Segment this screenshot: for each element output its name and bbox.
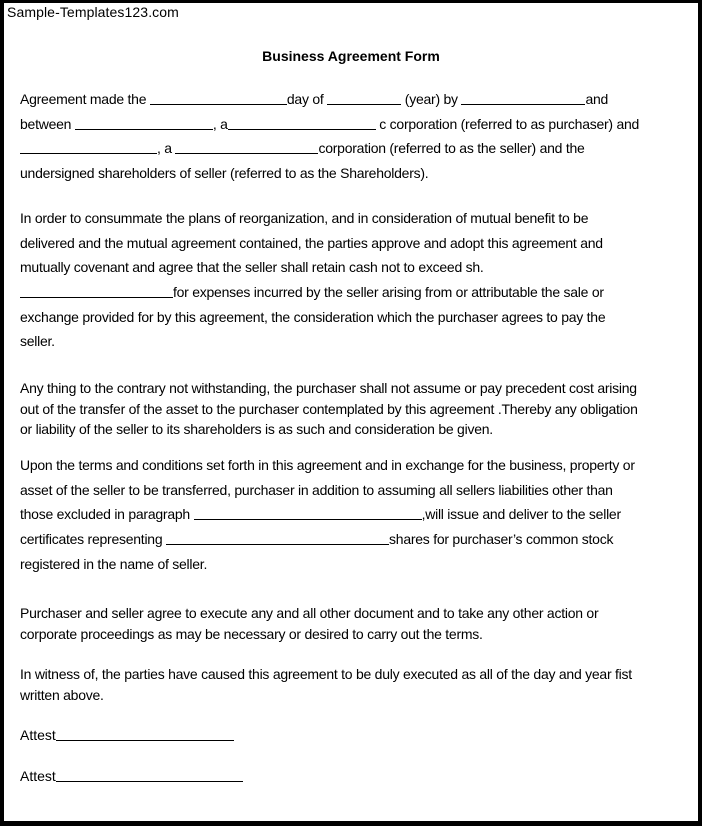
text-line xyxy=(20,502,692,527)
attest-line-1 xyxy=(20,725,234,743)
text-line: mutually covenant and agree that the seller shall retain cash not to exceed sh. xyxy=(20,259,484,276)
text: corporation (referred to as the seller) and the xyxy=(318,140,585,157)
text: (year) by xyxy=(401,91,462,107)
text-line xyxy=(20,87,692,112)
day-blank[interactable] xyxy=(150,90,287,105)
expenses-amount-blank[interactable] xyxy=(20,283,173,298)
text-line: In witness of, the parties have caused this agreement to be duly executed as all of the day and year fist xyxy=(20,666,632,682)
text: , a xyxy=(157,140,176,157)
month-blank[interactable] xyxy=(327,90,401,105)
text: Agreement made the xyxy=(20,91,150,107)
attest-label: Attest xyxy=(20,727,56,743)
paragraph-parties xyxy=(20,87,692,186)
attest-signature-blank[interactable] xyxy=(56,726,234,741)
text: , a xyxy=(212,115,228,132)
paragraph-reorganization xyxy=(20,206,692,354)
paragraph-further-action xyxy=(20,603,692,644)
text-line: corporate proceedings as may be necessary or desired to carry out the terms. xyxy=(20,625,483,642)
attest-label: Attest xyxy=(20,768,56,784)
shares-count-blank[interactable] xyxy=(166,530,389,545)
text-line: seller. xyxy=(20,333,55,350)
document-page xyxy=(4,3,698,821)
paragraph-liabilities xyxy=(20,378,692,440)
text: certificates representing xyxy=(20,531,167,548)
text: ,will issue and deliver to the seller xyxy=(421,506,621,523)
text-line: Purchaser and seller agree to execute any and all other document and to take any other action or xyxy=(20,605,599,621)
seller-state-blank[interactable] xyxy=(175,139,318,154)
text-line: registered in the name of seller. xyxy=(20,555,208,572)
text-line xyxy=(20,112,692,137)
text: shares for purchaser’s common stock xyxy=(389,531,614,548)
paragraph-witness xyxy=(20,664,692,705)
text-line: out of the transfer of the asset to the purchaser contemplated by this agreement .Thereby any obligation xyxy=(20,400,638,417)
text-line: Upon the terms and conditions set forth in this agreement and in exchange for the business, property or xyxy=(20,457,635,473)
site-watermark: Sample-Templates123.com xyxy=(7,4,179,20)
attest-line-2 xyxy=(20,766,243,784)
seller-name-blank[interactable] xyxy=(20,139,157,154)
attest-signature-blank[interactable] xyxy=(56,767,243,782)
text-line: In order to consummate the plans of reorganization, and in consideration of mutual benefit to be xyxy=(20,210,589,226)
paragraph-consideration xyxy=(20,453,692,576)
text-line: exchange provided for by this agreement, the consideration which the purchaser agrees to pay the xyxy=(20,308,606,325)
text-line: asset of the seller to be transferred, purchaser in addition to assuming all sellers liabilities other than xyxy=(20,481,613,498)
party-blank[interactable] xyxy=(461,90,585,105)
paragraph-ref-blank[interactable] xyxy=(194,505,422,520)
text-line: undersigned shareholders of seller (referred to as the Shareholders). xyxy=(20,165,429,182)
purchaser-state-blank[interactable] xyxy=(228,115,376,130)
text-line xyxy=(20,527,692,552)
text: day of xyxy=(286,91,328,107)
purchaser-name-blank[interactable] xyxy=(75,115,213,130)
text-line xyxy=(20,136,692,161)
text-line: delivered and the mutual agreement contained, the parties approve and adopt this agreement and xyxy=(20,234,603,251)
text: those excluded in paragraph xyxy=(20,506,194,523)
text-line xyxy=(20,280,692,305)
text: for expenses incurred by the seller arising from or attributable the sale or xyxy=(173,284,604,301)
text-line: Any thing to the contrary not withstanding, the purchaser shall not assume or pay precedent cost arising xyxy=(20,380,637,396)
text: and xyxy=(585,91,609,107)
text: between xyxy=(20,115,75,132)
document-title: Business Agreement Form xyxy=(262,48,440,64)
text-line: written above. xyxy=(20,686,104,703)
text: c corporation (referred to as purchaser) and xyxy=(375,115,640,132)
text-line: or liability of the seller to its shareholders is as such and consideration be given. xyxy=(20,421,493,437)
